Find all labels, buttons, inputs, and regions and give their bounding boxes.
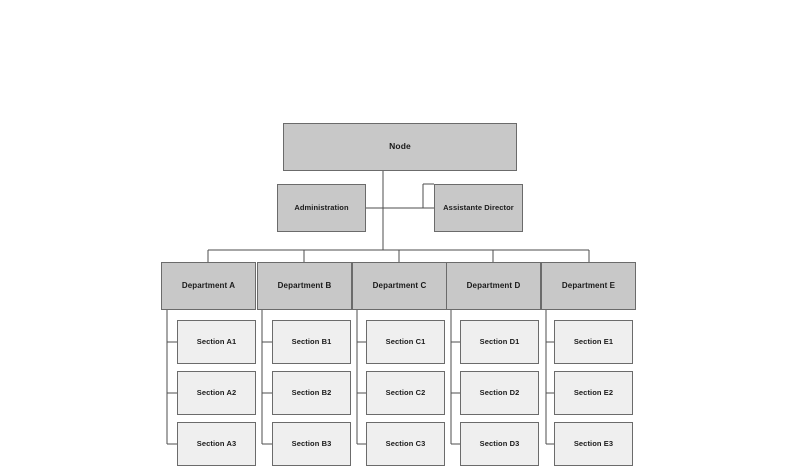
node-section-d2[interactable] [460,371,539,415]
node-department-d[interactable] [446,262,541,310]
node-section-e2-label: Section E2 [573,387,614,397]
node-section-c2-label: Section C2 [385,387,426,397]
node-section-a1[interactable] [177,320,256,364]
node-department-b-label: Department B [277,280,332,290]
node-assistante-director-label: Assistante Director [443,202,514,212]
node-department-a[interactable] [161,262,256,310]
node-section-d2-label: Section D2 [479,387,520,397]
node-department-d-label: Department D [466,280,521,290]
node-section-a3[interactable] [177,422,256,466]
node-section-c2[interactable] [366,371,445,415]
node-section-c3[interactable] [366,422,445,466]
node-section-a1-label: Section A1 [196,336,237,346]
node-section-c3-label: Section C3 [385,438,426,448]
node-department-a-label: Department A [181,280,236,290]
node-department-c[interactable] [352,262,447,310]
node-section-b1[interactable] [272,320,351,364]
node-section-d3[interactable] [460,422,539,466]
node-department-e-label: Department E [561,280,616,290]
node-administration[interactable] [277,184,366,232]
node-section-e3[interactable] [554,422,633,466]
node-department-e[interactable] [541,262,636,310]
node-root[interactable] [283,123,517,171]
node-administration-label: Administration [294,202,349,212]
node-section-a2[interactable] [177,371,256,415]
node-section-e3-label: Section E3 [573,438,614,448]
node-section-d3-label: Section D3 [479,438,520,448]
node-section-b3-label: Section B3 [291,438,332,448]
node-section-e1-label: Section E1 [573,336,614,346]
node-section-e1[interactable] [554,320,633,364]
node-section-a3-label: Section A3 [196,438,237,448]
node-section-d1-label: Section D1 [479,336,520,346]
node-department-c-label: Department C [372,280,427,290]
node-assistante-director[interactable] [434,184,523,232]
node-section-d1[interactable] [460,320,539,364]
node-section-b1-label: Section B1 [291,336,332,346]
node-section-c1[interactable] [366,320,445,364]
node-department-b[interactable] [257,262,352,310]
node-section-b2-label: Section B2 [291,387,332,397]
node-section-a2-label: Section A2 [196,387,237,397]
node-root-label: Node [389,141,411,152]
node-section-b3[interactable] [272,422,351,466]
node-section-b2[interactable] [272,371,351,415]
node-section-e2[interactable] [554,371,633,415]
node-section-c1-label: Section C1 [385,336,426,346]
